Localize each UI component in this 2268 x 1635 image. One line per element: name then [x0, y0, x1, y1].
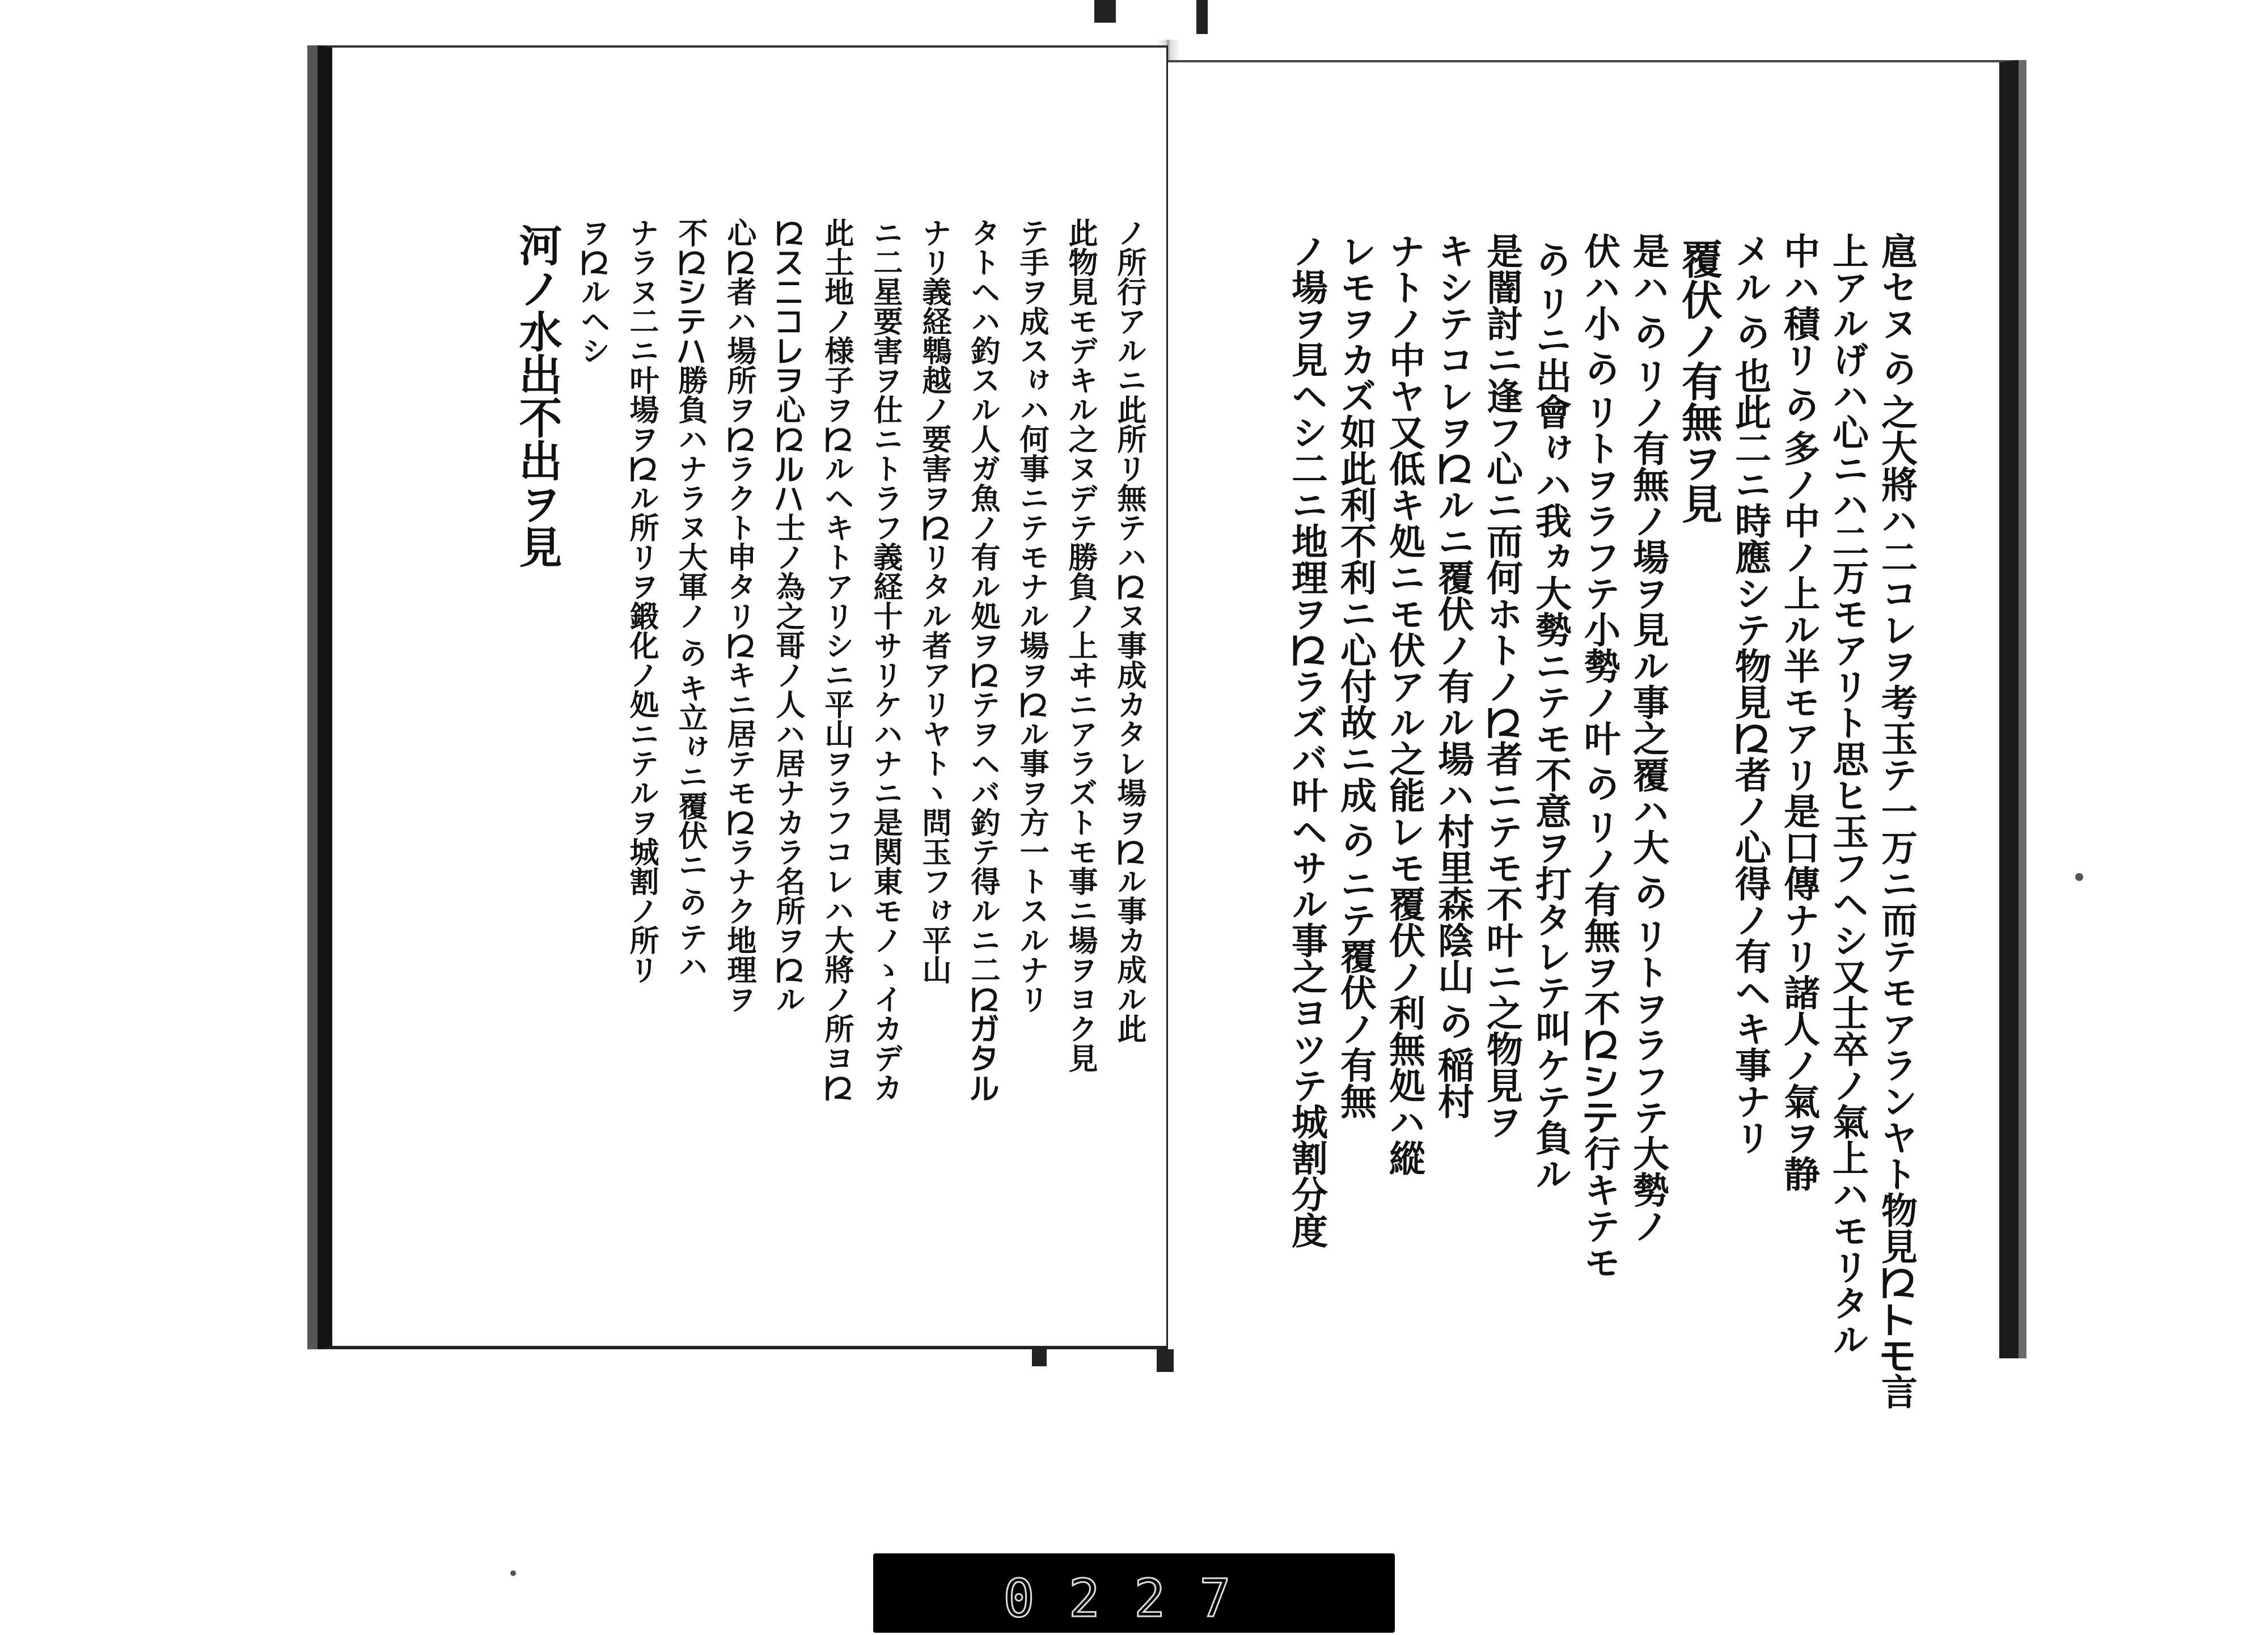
spine-top-mark-2 [1196, 0, 1208, 34]
left-page [318, 45, 1168, 1349]
open-book [318, 40, 2019, 1409]
left-column-9: 心𛀁者ハ場所ヲ𛀁ラクト申タリ𛀁キニ居テモ𛀁ラナク地理ヲ [722, 218, 756, 1014]
right-column-10: キシテコレヲ𛀁ルニ覆伏ノ有ル場ハ村里森陰山𛀙稲村 [1432, 232, 1474, 1119]
right-column-13: ノ場ヲ見ヘシ二ニ地理ヲ𛀁ラズバ叶ヘサル事之ヨツテ城割分度 [1285, 232, 1328, 1248]
left-column-8: 𛀁スニコレヲ心𛀁ルハ士ノ為之哥ノ人ハ居ナカラ名所ヲ𛀁ル [771, 218, 805, 1014]
right-column-9: 是闇討ニ逢フ心ニ而何ホトノ𛀁者ニテモ不叶ニ之物見ヲ [1480, 232, 1523, 1140]
right-column-2: 上アルげハ心ニハ二万モアリト思ヒ玉フヘシ又士卒ノ氣上ハモリタル [1826, 232, 1869, 1357]
left-column-3: テ手ヲ成スゖハ何事ニテモナル場ヲ𛀁ル事ヲ方一トスルナリ [1014, 218, 1049, 1014]
right-column-6: 是ハ𛀙リノ有無ノ場ヲ見ル事之覆ハ大𛀙リトヲラフテ大勢ノ [1627, 232, 1669, 1244]
left-page-text [493, 218, 1144, 1215]
right-page-text [1276, 232, 1918, 1409]
spine-bottom-mark-2 [1157, 1349, 1174, 1372]
right-column-1: 扈セヌ𛀙之大將ハ二コレヲ考玉テ一万ニ而テモアランヤト物見𛀁トモ言 [1875, 232, 1918, 1409]
right-column-7: 伏ハ小𛀙リトヲラフテ小勢ノ叶𛀙リノ有無ヲ不𛀁シテ行キテモ [1578, 232, 1620, 1280]
scan-speck [510, 1570, 516, 1576]
right-page [1168, 60, 2019, 1409]
section-heading-ambush: 覆伏ノ有無ヲ見 [1675, 238, 1723, 524]
scan-speck [2075, 873, 2083, 881]
spine-bottom-mark [1032, 1349, 1047, 1366]
left-column-2: 此物見モデキル之ヌデテ勝負ノ上ヰニアラズトモ事ニ場ヲヨク見 [1063, 218, 1098, 1073]
section-heading-river: 河ノ水出不出ヲ見 [512, 223, 562, 568]
left-column-12: ヲ𛀁ルヘシ [576, 218, 610, 365]
right-column-8: 𛀙リニ出會ゖハ我ヵ大勢ニテモ不意ヲ打タレテ叫ケテ負ル [1529, 232, 1572, 1192]
left-column-1: ノ所行アルニ此所リ無テハ𛀁ヌ事成カタレ場ヲ𛀁ル事カ成ル此 [1112, 218, 1146, 1043]
left-column-5: ナリ義経鵯越ノ要害ヲ𛀁リタル者アリヤトヽ問玉フゖ平山 [917, 218, 951, 984]
left-column-7: 此土地ノ様子ヲ𛀁ルヘキトアリシニ平山ヲラフコレハ大將ノ所ヨ𛀁 [819, 218, 854, 1102]
right-column-4: メル𛀙也此二ニ時應シテ物見𛀁者ノ心得ノ有ヘキ事ナリ [1729, 232, 1771, 1155]
archive-label-number: 0227 [1003, 1568, 1265, 1629]
left-column-11: ナラヌ二ニ叶場ヲ𛀁ル所リヲ鍛化ノ処ニテルヲ城割ノ所リ [624, 218, 659, 984]
left-column-10: 不𛀁シテハ勝負ハナラヌ大軍ノ𛀙キ立ゖニ覆伏ニ𛀙テハ [673, 218, 708, 981]
left-column-4: タトヘハ釣スル人ガ魚ノ有ル処ヲ𛀁テヲヘバ釣テ得ルニ二𛀁ガタル [966, 218, 1000, 1102]
left-column-6: ニ二星要害ヲ仕ニトラフ義経十サリケハナニ是関東モノゝイカデカ [868, 218, 903, 1102]
right-column-3: 中ハ積リ𛀙多ノ中ノ上ル半モアリ是口傳ナリ諸人ノ氣ヲ静 [1778, 232, 1820, 1192]
right-column-12: レモヲカズ如此利不利ニ心付故ニ成𛀙ニテ覆伏ノ有無 [1334, 232, 1377, 1119]
right-column-11: ナトノ中ヤ又低キ処ニモ伏アル之能レモ覆伏ノ利無処ハ縱 [1383, 232, 1425, 1176]
spine-top-mark [1094, 0, 1116, 23]
archive-label-strip [873, 1553, 1395, 1633]
